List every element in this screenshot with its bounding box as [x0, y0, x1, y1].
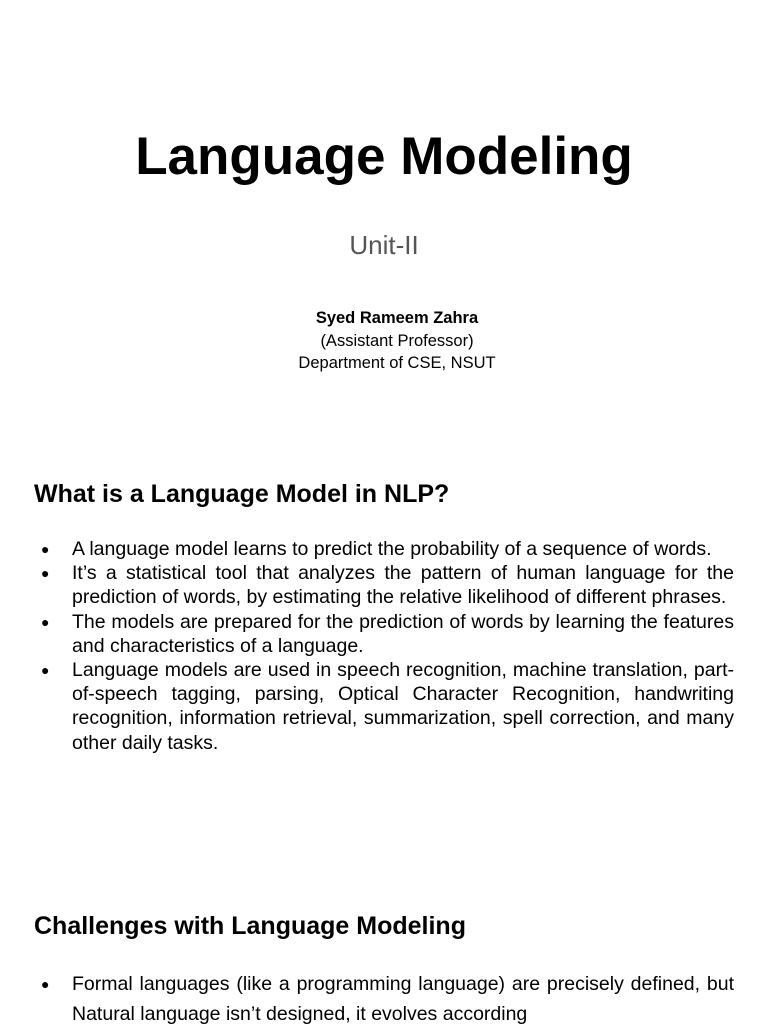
list-item: [0, 561, 734, 609]
list-item-text: The models are prepared for the prediction of words by learning the features and characteristics of a language.: [72, 610, 734, 657]
bullet-icon: ●: [41, 613, 50, 630]
page-subtitle: Unit-II: [349, 230, 419, 260]
list-item: [0, 537, 734, 561]
section-heading-language-model: What is a Language Model in NLP?: [34, 480, 450, 508]
list-item: [0, 658, 734, 755]
list-item: [0, 969, 734, 1029]
bullet-icon: ●: [41, 541, 50, 557]
author-block: [0, 307, 768, 375]
list-item-text: It’s a statistical tool that analyzes the pattern of human language for the prediction of words, by estimating the relative likelihood of different phrases.: [72, 562, 734, 609]
bullet-icon: ●: [41, 662, 50, 679]
bullet-list-language-model: [0, 537, 734, 755]
list-item: [0, 610, 734, 658]
bullet-list-challenges: [0, 969, 734, 1029]
list-item-text: Language models are used in speech recognition, machine translation, part-of-speech tagging, parsing, Optical Character Recognition, handwriting recognition, information retrieval, summarization, spell correction, and many other daily tasks.: [72, 659, 734, 754]
list-item-text: A language model learns to predict the probability of a sequence of words.: [72, 538, 712, 560]
list-item-text: Formal languages (like a programming language) are precisely defined, but Natural language isn’t designed, it evolves according: [72, 973, 734, 1025]
author-name: Syed Rameem Zahra: [315, 309, 479, 327]
bullet-icon: ●: [41, 976, 50, 992]
author-department: Department of CSE, NSUT: [298, 354, 496, 372]
author-role: (Assistant Professor): [320, 331, 474, 350]
section-heading-challenges: Challenges with Language Modeling: [34, 912, 466, 940]
bullet-icon: ●: [41, 565, 50, 582]
page-title: Language Modeling: [135, 127, 633, 186]
